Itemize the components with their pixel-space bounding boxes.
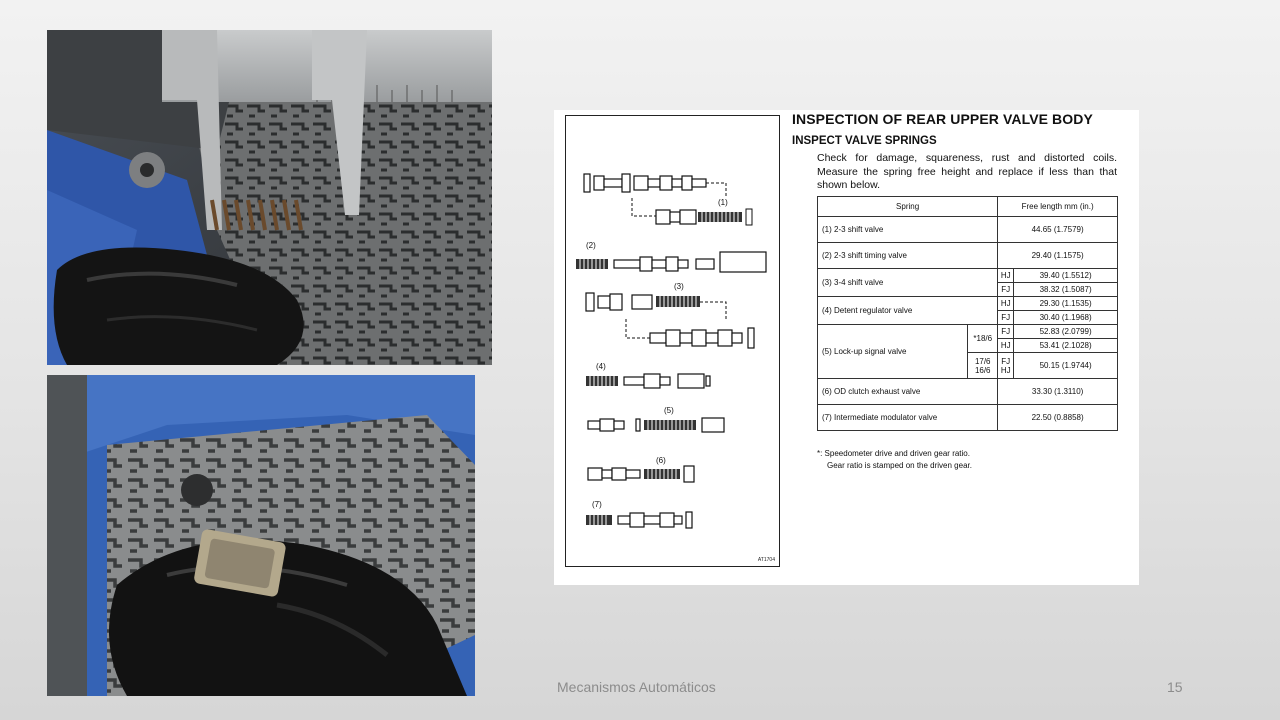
slide-number: 15: [1167, 679, 1183, 695]
diagram-label-5: (5): [664, 406, 674, 415]
spring-name: (2) 2-3 shift timing valve: [818, 243, 998, 269]
gear-ratio: 17/6 16/6: [968, 353, 998, 379]
model-code: FJ: [998, 283, 1014, 297]
manual-subtitle: INSPECT VALVE SPRINGS: [792, 135, 937, 147]
footnote-line-2: Gear ratio is stamped on the driven gear.: [827, 461, 972, 470]
free-length-value: 30.40 (1.1968): [1014, 311, 1118, 325]
diagram-label-7: (7): [592, 500, 602, 509]
manual-title: INSPECTION OF REAR UPPER VALVE BODY: [792, 111, 1093, 127]
table-header-row: [818, 197, 1118, 217]
table-row: [818, 405, 1118, 431]
spring-free-length-table: [817, 196, 1118, 431]
table-footnote: [817, 448, 972, 472]
diagram-label-2: (2): [586, 241, 596, 250]
model-code: HJ: [998, 269, 1014, 283]
valve-springs-diagram: [565, 115, 780, 567]
footnote-line-1: *: Speedometer drive and driven gear ratio.: [817, 449, 970, 458]
table-row: [818, 379, 1118, 405]
spring-name: (7) Intermediate modulator valve: [818, 405, 998, 431]
spring-name: (4) Detent regulator valve: [818, 297, 998, 325]
diagram-label-1: (1): [718, 198, 728, 207]
spring-name: (1) 2-3 shift valve: [818, 217, 998, 243]
free-length-value: 44.65 (1.7579): [998, 217, 1118, 243]
free-length-value: 50.15 (1.9744): [1014, 353, 1118, 379]
model-code: FJ: [998, 325, 1014, 339]
header-free-length: Free length mm (in.): [998, 197, 1118, 217]
diagram-label-3: (3): [674, 282, 684, 291]
service-manual-page: [554, 110, 1139, 585]
diagram-label-6: (6): [656, 456, 666, 465]
model-code: FJ HJ: [998, 353, 1014, 379]
table-row: [818, 297, 1118, 311]
spring-name: (6) OD clutch exhaust valve: [818, 379, 998, 405]
diagram-code: AT1704: [757, 557, 775, 563]
table-row: [818, 243, 1118, 269]
table-row: [818, 217, 1118, 243]
free-length-value: 33.30 (1.3110): [998, 379, 1118, 405]
table-row: [818, 325, 1118, 339]
diagram-label-4: (4): [596, 362, 606, 371]
spring-name: (5) Lock-up signal valve: [818, 325, 968, 379]
photo-caliper-measuring-spring: [47, 30, 492, 365]
free-length-value: 38.32 (1.5087): [1014, 283, 1118, 297]
header-spring: Spring: [818, 197, 998, 217]
free-length-value: 53.41 (2.1028): [1014, 339, 1118, 353]
spring-name: (3) 3-4 shift valve: [818, 269, 998, 297]
table-row: [818, 269, 1118, 283]
footer-title: Mecanismos Automáticos: [557, 679, 716, 695]
free-length-value: 29.40 (1.1575): [998, 243, 1118, 269]
free-length-value: 39.40 (1.5512): [1014, 269, 1118, 283]
free-length-value: 52.83 (2.0799): [1014, 325, 1118, 339]
free-length-value: 29.30 (1.1535): [1014, 297, 1118, 311]
model-code: FJ: [998, 311, 1014, 325]
free-length-value: 22.50 (0.8858): [998, 405, 1118, 431]
photo-valve-body-and-filter: [47, 375, 475, 696]
model-code: HJ: [998, 339, 1014, 353]
gear-ratio: *18/6: [968, 325, 998, 353]
model-code: HJ: [998, 297, 1014, 311]
inspection-instructions: Check for damage, squareness, rust and distorted coils. Measure the spring free height and replace if less than that shown below.: [817, 152, 1117, 191]
